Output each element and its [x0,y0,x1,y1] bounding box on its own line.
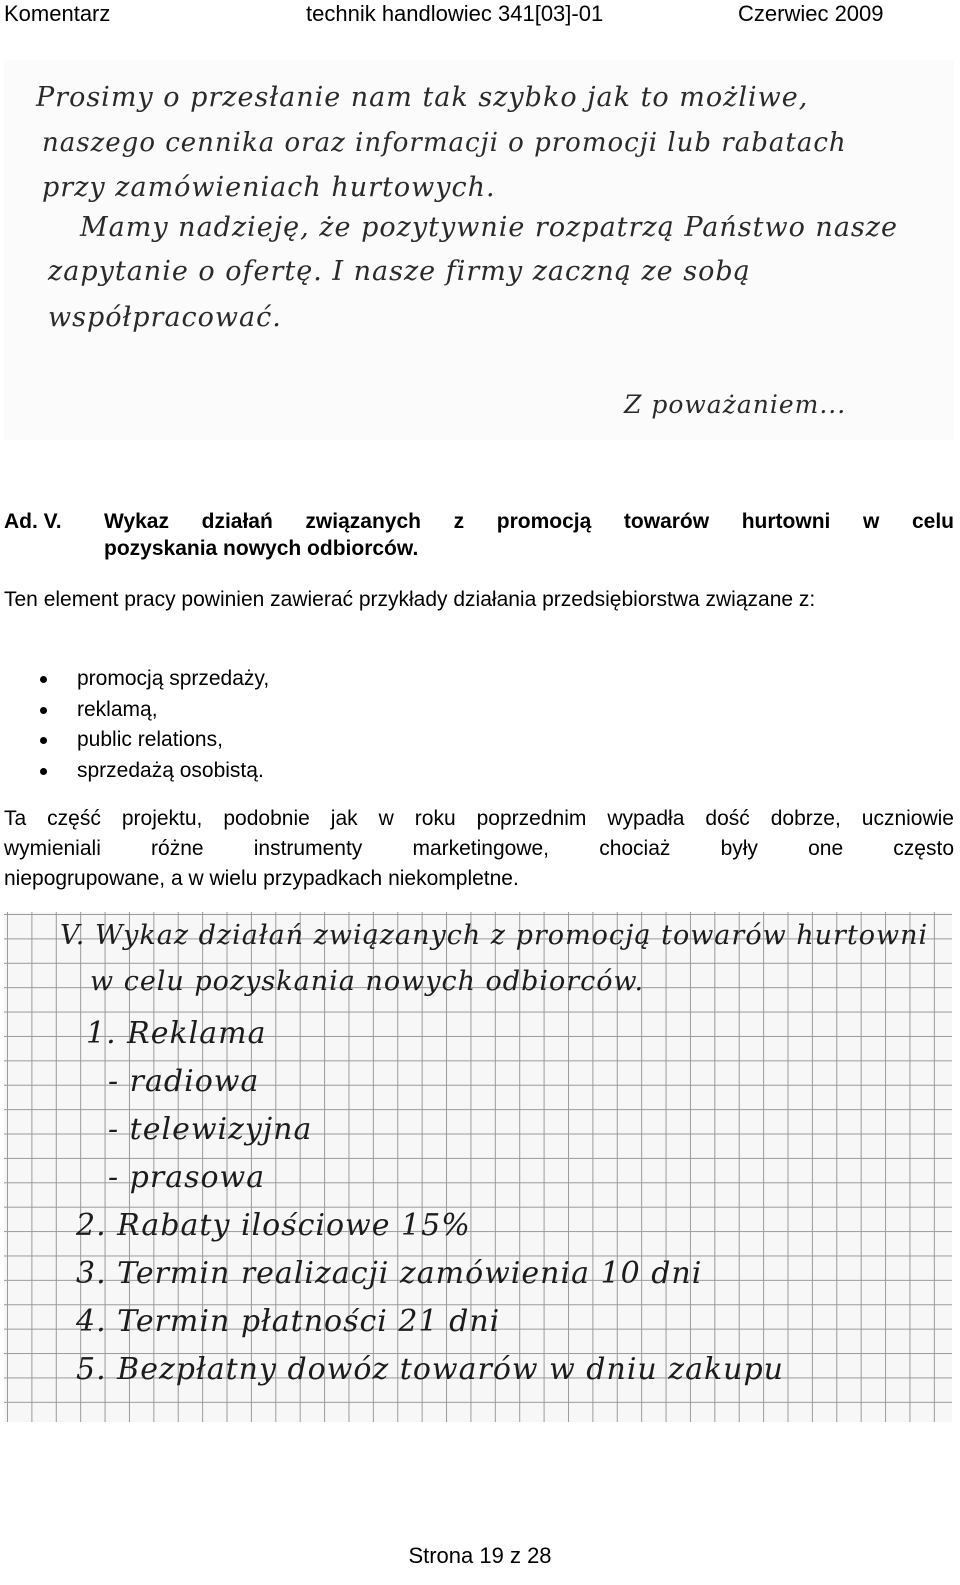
notes-line: 3. Termin realizacji zamówienia 10 dni [76,1256,703,1291]
list-item: public relations, [40,725,269,756]
intro-paragraph: Ten element pracy powinien zawierać przykłady działania przedsiębiorstwa związane z: [4,588,816,611]
notes-line: - telewizyjna [108,1112,313,1147]
section-title-line-2: pozyskania nowych odbiorców. [104,537,419,560]
notes-line: - prasowa [108,1160,266,1195]
notes-line: 1. Reklama [86,1016,267,1051]
letter-line: przy zamówieniach hurtowych. [42,172,496,203]
header-center-text: technik handlowiec 341[03]-01 [306,1,604,26]
letter-line: Mamy nadzieję, że pozytywnie rozpatrzą Państwo nasze [80,212,898,243]
comment-line: wymieniali różne instrumenty marketingowe, chociaż były one często [4,837,954,860]
page-header [0,0,960,30]
section-title-line-1: Wykaz działań związanych z promocją towarów hurtowni w celu [104,510,954,533]
letter-line: Prosimy o przesłanie nam tak szybko jak to możliwe, [36,82,809,113]
notes-line: - radiowa [108,1064,260,1099]
list-item: promocją sprzedaży, [40,664,269,695]
section-number: Ad. V. [4,510,62,533]
handwritten-notes-scan [4,912,952,1422]
header-right-text: Czerwiec 2009 [738,1,884,26]
page-footer: Strona 19 z 28 [408,1543,552,1568]
comment-line: Ta część projektu, podobnie jak w roku poprzednim wypadła dość dobrze, uczniowie [4,807,954,830]
letter-line: naszego cennika oraz informacji o promocji lub rabatach [42,128,847,158]
list-item: sprzedażą osobistą. [40,756,269,787]
notes-line: V. Wykaz działań związanych z promocją towarów hurtowni [60,920,929,951]
bullet-list [40,664,269,786]
letter-line: współpracować. [48,302,282,333]
letter-line: zapytanie o ofertę. I nasze firmy zaczną ze sobą [48,256,751,287]
header-left-text: Komentarz [4,1,111,26]
notes-line: w celu pozyskania nowych odbiorców. [90,966,645,997]
letter-closing: Z poważaniem... [624,390,847,419]
notes-line: 5. Bezpłatny dowóz towarów w dniu zakupu [76,1352,784,1387]
handwritten-letter-scan [4,60,954,440]
notes-line: 4. Termin płatności 21 dni [76,1304,501,1339]
list-item: reklamą, [40,695,269,726]
comment-line: niepogrupowane, a w wielu przypadkach niekompletne. [4,867,519,890]
comment-paragraph [4,804,954,894]
notes-line: 2. Rabaty ilościowe 15% [76,1208,471,1243]
